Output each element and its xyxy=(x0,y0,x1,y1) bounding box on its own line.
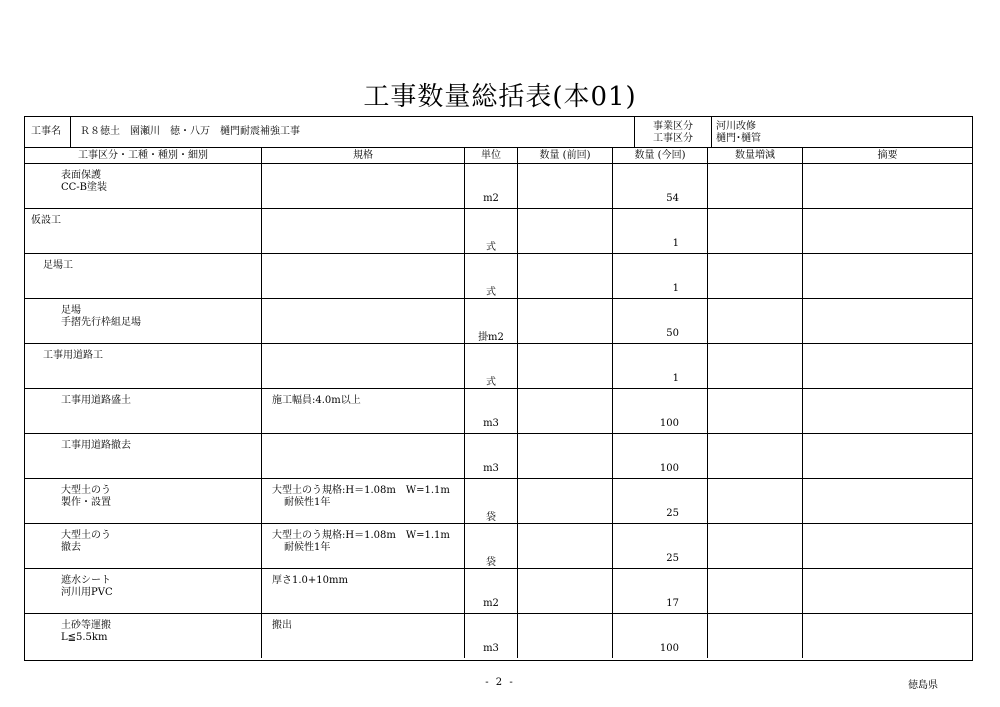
item-subname: 製作・設置 xyxy=(61,497,111,508)
spec-line: 大型土のう規格:H＝1.08m W=1.1m xyxy=(272,485,450,496)
item-name: 足場 xyxy=(61,305,81,316)
note-cell xyxy=(803,389,972,433)
table-row xyxy=(25,209,972,254)
item-name: 遮水シート xyxy=(61,575,111,586)
unit-cell: m3 xyxy=(465,389,518,433)
item-name: 足場工 xyxy=(43,260,73,271)
jigyo-kubun-value: 河川改修 xyxy=(716,121,756,132)
jigyo-kubun-label: 事業区分 xyxy=(653,121,693,132)
table-row xyxy=(25,254,972,299)
column-header-row xyxy=(25,148,972,164)
item-name: 表面保護 xyxy=(61,170,101,181)
note-cell xyxy=(803,434,972,478)
qty-diff-cell xyxy=(708,569,803,613)
prev-qty-cell xyxy=(518,389,613,433)
table-row xyxy=(25,479,972,524)
qty-diff-cell xyxy=(708,614,803,658)
column-header-current-qty: 数量 (今回) xyxy=(613,148,708,163)
spec-cell xyxy=(262,614,465,658)
prev-qty-cell xyxy=(518,614,613,658)
prev-qty-cell xyxy=(518,524,613,568)
qty-diff-cell xyxy=(708,209,803,253)
table-row xyxy=(25,299,972,344)
table-body xyxy=(25,164,972,659)
prev-qty-cell xyxy=(518,299,613,343)
item-name-cell xyxy=(25,209,262,253)
prev-qty-cell xyxy=(518,569,613,613)
spec-cell xyxy=(262,389,465,433)
qty-diff-cell xyxy=(708,479,803,523)
spec-cell xyxy=(262,524,465,568)
kubun-values xyxy=(712,117,972,147)
qty-diff-cell xyxy=(708,344,803,388)
current-qty-cell: 50 xyxy=(613,299,708,343)
current-qty-cell: 1 xyxy=(613,209,708,253)
item-name: 工事用道路工 xyxy=(43,350,103,361)
column-header-kikaku: 規格 xyxy=(262,148,465,163)
table-row xyxy=(25,164,972,209)
qty-diff-cell xyxy=(708,299,803,343)
unit-cell: m3 xyxy=(465,614,518,658)
kubun-labels xyxy=(635,117,712,147)
item-name-cell xyxy=(25,254,262,298)
unit-cell: 式 xyxy=(465,254,518,298)
current-qty-cell: 1 xyxy=(613,344,708,388)
note-cell xyxy=(803,524,972,568)
qty-diff-cell xyxy=(708,164,803,208)
spec-cell xyxy=(262,569,465,613)
item-subname: L≦5.5km xyxy=(61,632,108,643)
current-qty-cell: 100 xyxy=(613,434,708,478)
qty-diff-cell xyxy=(708,254,803,298)
current-qty-cell: 100 xyxy=(613,614,708,658)
koji-kubun-value: 樋門･樋管 xyxy=(716,133,761,144)
item-name: 工事用道路盛土 xyxy=(61,395,131,406)
column-header-qty-diff: 数量増減 xyxy=(708,148,803,163)
unit-cell: m3 xyxy=(465,434,518,478)
table-row xyxy=(25,434,972,479)
item-name: 大型土のう xyxy=(61,530,111,541)
current-qty-cell: 17 xyxy=(613,569,708,613)
item-name-cell xyxy=(25,479,262,523)
spec-cell xyxy=(262,344,465,388)
note-cell xyxy=(803,344,972,388)
summary-table xyxy=(24,116,973,661)
column-header-tekiyo: 摘要 xyxy=(877,150,898,161)
note-cell xyxy=(803,209,972,253)
spec-line-2: 耐候性1年 xyxy=(284,497,331,508)
item-name: 工事用道路撤去 xyxy=(61,440,131,451)
unit-cell: 式 xyxy=(465,209,518,253)
spec-line-2: 耐候性1年 xyxy=(284,542,331,553)
spec-line: 大型土のう規格:H＝1.08m W=1.1m xyxy=(272,530,450,541)
item-name: 大型土のう xyxy=(61,485,111,496)
item-name-cell xyxy=(25,344,262,388)
prev-qty-cell xyxy=(518,479,613,523)
item-name-cell xyxy=(25,569,262,613)
item-name-cell xyxy=(25,299,262,343)
prev-qty-cell xyxy=(518,434,613,478)
unit-cell: 袋 xyxy=(465,479,518,523)
note-cell xyxy=(803,614,972,658)
koji-mei-label: 工事名 xyxy=(25,117,71,147)
qty-diff-cell xyxy=(708,389,803,433)
qty-diff-cell xyxy=(708,524,803,568)
item-name: 仮設工 xyxy=(31,215,61,226)
spec-cell xyxy=(262,164,465,208)
note-cell xyxy=(803,479,972,523)
prev-qty-cell xyxy=(518,164,613,208)
column-header-kubun: 工事区分・工種・種別・細別 xyxy=(25,148,262,163)
unit-cell: m2 xyxy=(465,569,518,613)
note-cell xyxy=(803,164,972,208)
page-number: - 2 - xyxy=(485,677,515,688)
current-qty-cell: 100 xyxy=(613,389,708,433)
current-qty-cell: 25 xyxy=(613,524,708,568)
prev-qty-cell xyxy=(518,209,613,253)
koji-kubun-label: 工事区分 xyxy=(653,133,693,144)
item-name-cell xyxy=(25,614,262,658)
page-title: 工事数量総括表(本01) xyxy=(363,82,637,112)
item-subname: 撤去 xyxy=(61,542,81,553)
item-name-cell xyxy=(25,434,262,478)
note-cell xyxy=(803,254,972,298)
table-row xyxy=(25,569,972,614)
unit-cell: 袋 xyxy=(465,524,518,568)
current-qty-cell: 54 xyxy=(613,164,708,208)
prev-qty-cell xyxy=(518,344,613,388)
spec-line: 搬出 xyxy=(272,620,292,631)
column-header-tani: 単位 xyxy=(465,148,518,163)
koji-mei-value: Ｒ８徳土 園瀬川 徳・八万 樋門耐震補強工事 xyxy=(71,117,635,147)
spec-line: 厚さ1.0+10mm xyxy=(272,575,348,586)
item-subname: 手摺先行枠組足場 xyxy=(61,317,141,328)
item-subname: CC-B塗装 xyxy=(61,182,108,193)
organization-name: 徳島県 xyxy=(908,680,938,691)
prev-qty-cell xyxy=(518,254,613,298)
item-name: 土砂等運搬 xyxy=(61,620,111,631)
spec-cell xyxy=(262,299,465,343)
current-qty-cell: 25 xyxy=(613,479,708,523)
spec-line: 施工幅員:4.0m以上 xyxy=(272,395,361,406)
spec-cell xyxy=(262,254,465,298)
table-row xyxy=(25,524,972,569)
item-name-cell xyxy=(25,524,262,568)
item-name-cell xyxy=(25,389,262,433)
item-subname: 河川用PVC xyxy=(61,587,113,598)
table-row xyxy=(25,344,972,389)
spec-cell xyxy=(262,209,465,253)
table-row xyxy=(25,614,972,659)
unit-cell: 掛m2 xyxy=(465,299,518,343)
note-cell xyxy=(803,299,972,343)
note-cell xyxy=(803,569,972,613)
qty-diff-cell xyxy=(708,434,803,478)
spec-cell xyxy=(262,434,465,478)
unit-cell: 式 xyxy=(465,344,518,388)
table-row xyxy=(25,389,972,434)
spec-cell xyxy=(262,479,465,523)
current-qty-cell: 1 xyxy=(613,254,708,298)
unit-cell: m2 xyxy=(465,164,518,208)
project-header-row xyxy=(25,117,972,148)
column-header-prev-qty: 数量 (前回) xyxy=(518,148,613,163)
item-name-cell xyxy=(25,164,262,208)
